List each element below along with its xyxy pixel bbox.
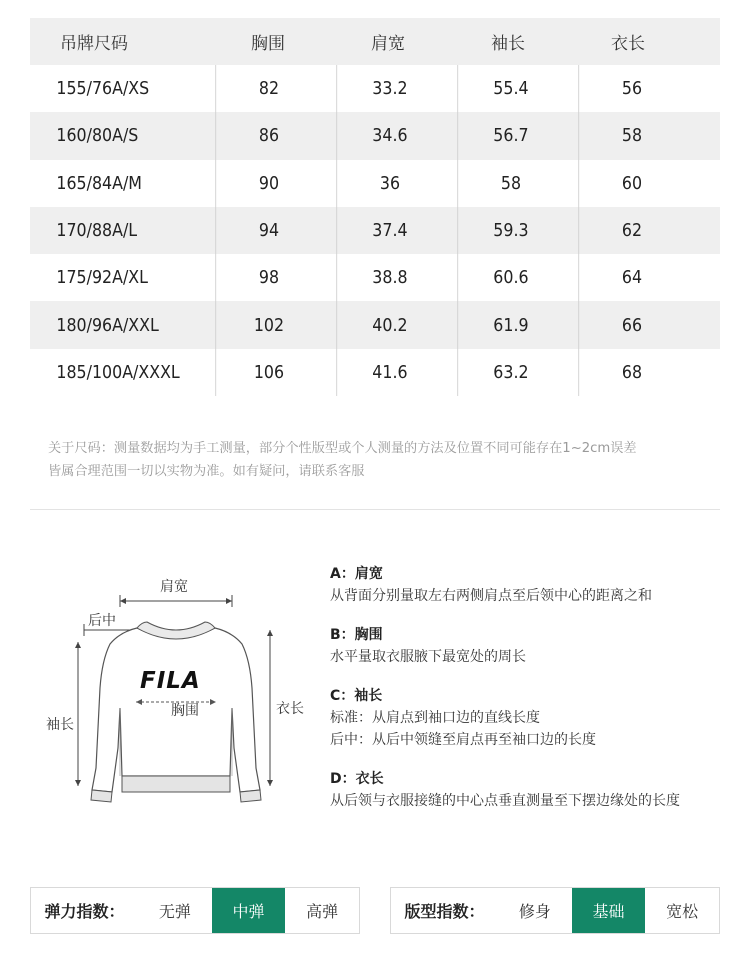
table-cell: 102 — [215, 301, 321, 348]
elasticity-index — [30, 887, 360, 934]
table-cell: 61.9 — [457, 301, 563, 348]
definition-title: A：肩宽 — [330, 566, 383, 582]
chest-label: 胸围 — [171, 703, 199, 719]
table-header-cell: 吊牌尺码 — [60, 34, 128, 54]
definition-title: D：衣长 — [330, 771, 384, 787]
fit-index — [390, 887, 720, 934]
table-cell: 180/96A/XXL — [56, 314, 159, 336]
table-cell: 34.6 — [336, 112, 442, 159]
table-cell: 68 — [578, 349, 684, 396]
fit-option-regular: 基础 — [572, 888, 646, 933]
measurement-diagram — [40, 568, 320, 818]
table-row — [30, 65, 720, 112]
definition-text: 标准：从肩点到袖口边的直线长度 — [330, 710, 540, 726]
table-cell: 66 — [578, 301, 684, 348]
table-cell: 56 — [578, 65, 684, 112]
table-row — [30, 349, 720, 396]
table-cell: 60 — [578, 160, 684, 207]
fit-label: 版型指数： — [404, 902, 485, 921]
definition-text: 从后领与衣服接缝的中心点垂直测量至下摆边缘处的长度 — [330, 793, 680, 809]
definition-sleeve — [330, 685, 730, 751]
table-cell: 56.7 — [457, 112, 563, 159]
table-cell: 62 — [578, 207, 684, 254]
table-cell: 58 — [457, 160, 563, 207]
table-row — [30, 254, 720, 301]
sleeve-label: 袖长 — [46, 717, 74, 733]
definition-length — [330, 768, 730, 812]
table-header-cell: 胸围 — [251, 34, 285, 54]
table-cell: 175/92A/XL — [56, 267, 148, 289]
table-cell: 90 — [215, 160, 321, 207]
definition-title: B：胸围 — [330, 627, 383, 643]
table-cell: 185/100A/XXXL — [56, 361, 180, 383]
size-note-line: 皆属合理范围一切以实物为准。如有疑问，请联系客服 — [48, 464, 365, 479]
table-header-row — [30, 18, 720, 65]
table-cell: 58 — [578, 112, 684, 159]
table-cell: 98 — [215, 254, 321, 301]
size-note — [48, 437, 728, 483]
table-row — [30, 207, 720, 254]
table-cell: 63.2 — [457, 349, 563, 396]
table-cell: 82 — [215, 65, 321, 112]
definition-text: 水平量取衣服腋下最宽处的周长 — [330, 649, 526, 665]
table-cell: 170/88A/L — [56, 220, 138, 242]
table-cell: 37.4 — [336, 207, 442, 254]
table-cell: 106 — [215, 349, 321, 396]
table-cell: 40.2 — [336, 301, 442, 348]
table-row — [30, 112, 720, 159]
fit-option-loose: 宽松 — [666, 902, 699, 921]
elasticity-option-high: 高弹 — [306, 902, 339, 921]
table-header-cell: 肩宽 — [371, 34, 405, 54]
table-cell: 36 — [336, 160, 442, 207]
table-cell: 41.6 — [336, 349, 442, 396]
elasticity-option-medium: 中弹 — [212, 888, 286, 933]
elasticity-option-none: 无弹 — [158, 902, 191, 921]
table-cell: 94 — [215, 207, 321, 254]
elasticity-label: 弹力指数： — [44, 902, 125, 921]
back-center-label: 后中 — [88, 613, 116, 629]
fit-option-slim: 修身 — [518, 902, 551, 921]
table-row — [30, 301, 720, 348]
size-note-line: 关于尺码：测量数据均为手工测量，部分个性版型或个人测量的方法及位置不同可能存在1~2cm误差 — [48, 441, 637, 456]
table-cell: 165/84A/M — [56, 172, 142, 194]
measurement-definitions — [330, 563, 730, 829]
table-cell: 160/80A/S — [56, 125, 139, 147]
table-cell: 155/76A/XS — [56, 78, 150, 100]
table-cell: 86 — [215, 112, 321, 159]
length-label: 衣长 — [276, 701, 304, 717]
definition-text: 从背面分别量取左右两侧肩点至后领中心的距离之和 — [330, 588, 652, 604]
table-row — [30, 160, 720, 207]
definition-shoulder — [330, 563, 730, 607]
logo-text: FILA — [140, 668, 201, 694]
table-cell: 64 — [578, 254, 684, 301]
definition-text: 后中：从后中领缝至肩点再至袖口边的长度 — [330, 732, 596, 748]
table-cell: 60.6 — [457, 254, 563, 301]
shoulder-label: 肩宽 — [160, 579, 188, 595]
definition-chest — [330, 624, 730, 668]
table-cell: 38.8 — [336, 254, 442, 301]
table-cell: 55.4 — [457, 65, 563, 112]
table-cell: 59.3 — [457, 207, 563, 254]
table-cell: 33.2 — [336, 65, 442, 112]
table-header-cell: 袖长 — [491, 34, 525, 54]
section-divider — [30, 509, 720, 510]
definition-title: C：袖长 — [330, 688, 383, 704]
size-table — [30, 18, 720, 396]
table-header-cell: 衣长 — [611, 34, 645, 54]
